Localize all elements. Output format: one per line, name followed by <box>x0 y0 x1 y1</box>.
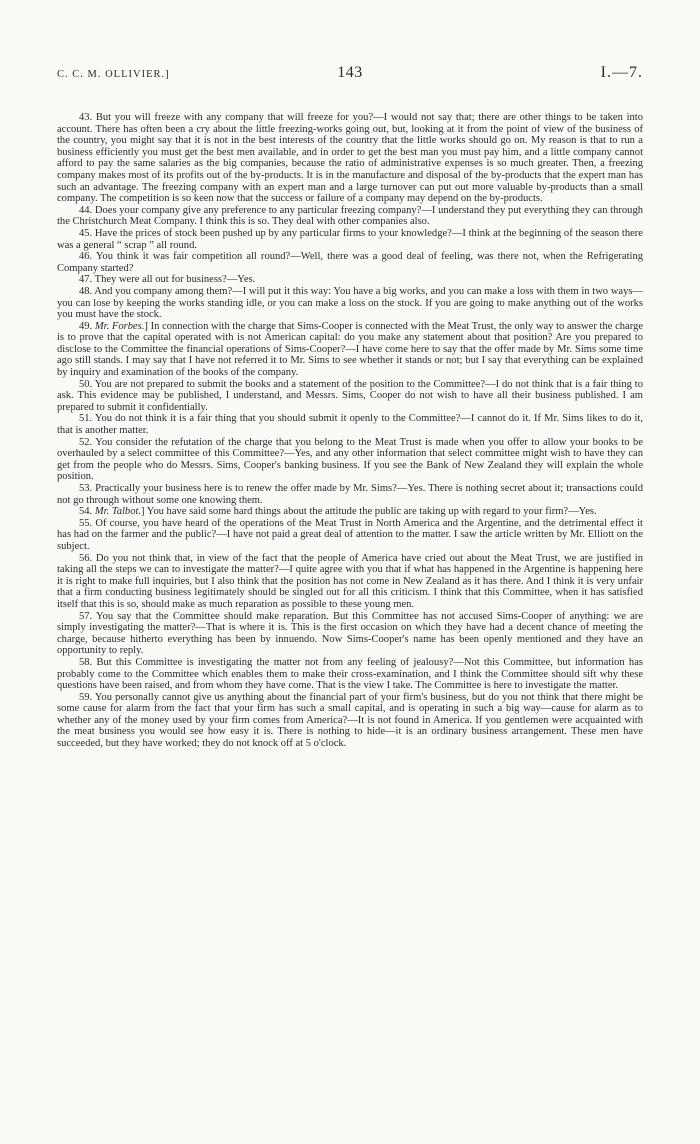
speaker-name: Mr. Forbes. <box>94 320 145 332</box>
paragraph-text: 53. Practically your business here is to renew the offer made by Mr. Sims?—Yes. There is nothing secret about it; transactions could not go through without some one knowing them. <box>57 483 643 506</box>
question-number: 54. <box>79 506 95 518</box>
paragraph <box>57 112 643 205</box>
page-header <box>57 64 643 82</box>
speaker-name: Mr. Talbot. <box>94 506 142 518</box>
page-number: 143 <box>337 64 363 81</box>
paragraph <box>57 657 643 692</box>
paragraph-text: 57. You say that the Committee should make reparation. But this Committee has not accused Sims-Cooper of anything: we are simply investigating the matter?—That is where it is. This is the first occasion on which they have had a decent chance of meeting the charge, because hitherto everything has been by innuendo. Now Sims-Cooper's name has been openly mentioned and they have an opportunity to reply. <box>57 610 643 657</box>
paragraph <box>57 611 643 657</box>
paragraph-text: 48. And you company among them?—I will put it this way: You have a big works, and you can make a loss with them in two ways—you can lose by keeping the works standing idle, or you can make a loss on the stock. If you are going to make anything out of the works you must have the stock. <box>57 285 643 321</box>
paragraph <box>57 437 643 483</box>
paragraph-text: 52. You consider the refutation of the charge that you belong to the Meat Trust is made when you offer to allow your books to be overhauled by a select committee of this Committee?—Yes, and any other information that select committee might wish to have they can get from the people who do Messrs. Sims, Cooper's banking business. If you see the Bank of New Zealand they will explain the whole position. <box>57 436 643 483</box>
paragraph <box>57 205 643 228</box>
paragraph-text: 47. They were all out for business?—Yes. <box>79 274 256 286</box>
paragraph <box>57 286 643 321</box>
paragraph <box>57 518 643 553</box>
paragraph <box>57 413 643 436</box>
paragraph-text: 51. You do not think it is a fair thing that you should submit it openly to the Committee?—I cannot do it. If Mr. Sims likes to do it, that is another matter. <box>57 413 643 437</box>
paragraph-text: 55. Of course, you have heard of the operations of the Meat Trust in North America and the Argentine, and the detrimental effect it has had on the farmer and the public?—I have not paid a great deal of attention to the matter. I saw the article written by Mr. Elliott on the subject. <box>57 517 643 552</box>
paragraph <box>57 553 643 611</box>
paragraph <box>57 483 643 506</box>
paper-reference: I.—7. <box>600 64 643 81</box>
paragraph-text: 45. Have the prices of stock been pushed up by any particular firms to your knowledge?—I think at the beginning of the season there was a general “ scrap ” all round. <box>57 227 643 251</box>
paragraph <box>57 321 643 379</box>
paragraph-text: 43. But you will freeze with any company that will freeze for you?—I would not say that; there are other things to be taken into account. There has often been a cry about the little freezing-works going out, but, looking at it from the point of view of the business of the country, you might say that it is not in the best interests of the country that the little works should go on. My reason is that to run a business efficiently you must get the best men available, and in order to get the best man you must pay him, and a little company cannot afford to pay the same salaries as the big companies, because the ratio of administrative expenses is so much greater. Then, a freezing company makes most of its profits out of the by-products. It is in the manufacture and disposal of the by-products that the expert man has such an advantage. The freezing company with an expert man and a large turnover can put out more valuable by-products than a small company. The competition is so keen now that the success or failure of a company may depend on the by-products. <box>57 112 643 205</box>
paragraph-text: 58. But this Committee is investigating the matter not from any feeling of jealousy?—Not this Committee, but information has probably come to the Committee which enables them to make their cross-examination, and I think the Committee should sift why these questions have been raised, and from whom they have come. That is the view I take. The Committee is here to investigate the matter. <box>57 656 643 692</box>
paragraph <box>57 251 643 274</box>
document-body <box>57 112 643 750</box>
paragraph-text: ] In connection with the charge that Sims-Cooper is connected with the Meat Trust, the only way to answer the charge is to prove that the capital operated with is not American capital: do you make any statement about that position? Are you prepared to disclose to the Committee the financial operations of Sims-Cooper?—I have come here to say that the offer made by Mr. Sims some time ago still stands. I may say that I have not referred it to Mr. Sims to see whether it stands or not; but I say that everything can be explained by inquiry and examination of the books of the company. <box>57 320 643 379</box>
paragraph-text: 59. You personally cannot give us anything about the financial part of your firm's business, but do you not think that there might be some cause for alarm from the fact that your firm has such a small capital, and is operating in such a big way—cause for alarm as to whether any of the money used by your firm comes from America?—It is not found in America. If you gentlemen were acquainted with the meat business you would see how easy it is. There is nothing to hide—it is an ordinary business arrangement. These men have succeeded, but they have worked; they do not knock off at 5 o'clock. <box>57 691 643 750</box>
paragraph-text: 56. Do you not think that, in view of the fact that the people of America have cried out about the Meat Trust, we are justified in taking all the steps we can to investigate the matter?—I quite agree with you that if what has happened in the Argentine is happening here it is right to make full inquiries, but I also think that the position has not come in New Zealand as it has there. And I think it is very unfair that a firm conducting business legitimately should be singled out for all this criticism. I think that this Committee, when it has satisfied itself that this is so, should make as much reparation as possible to these young men. <box>57 552 643 610</box>
question-number: 49. <box>79 320 95 332</box>
paragraph <box>57 506 643 518</box>
paragraph-text: 44. Does your company give any preference to any particular freezing company?—I understand they put everything they can through the Christchurch Meat Company. I think this is so. They deal with other companies also. <box>57 204 643 228</box>
paragraph <box>57 379 643 414</box>
paragraph-text: 50. You are not prepared to submit the books and a statement of the position to the Committee?—I do not think that is a fair thing to ask. This evidence may be published, I understand, and Messrs. Sims, Cooper do not wish to have all their business published. I am prepared to submit it confidentially. <box>57 378 643 413</box>
paragraph <box>57 274 643 286</box>
paragraph <box>57 228 643 251</box>
header-witness-name: C. C. M. OLLIVIER.] <box>57 69 170 80</box>
paragraph-text: 46. You think it was fair competition all round?—Well, there was a good deal of feeling, was there not, when the Refrigerating Company started? <box>57 251 643 274</box>
paragraph-text: ] You have said some hard things about the attitude the public are taking up with regard to your firm?—Yes. <box>141 506 597 518</box>
paragraph <box>57 692 643 750</box>
